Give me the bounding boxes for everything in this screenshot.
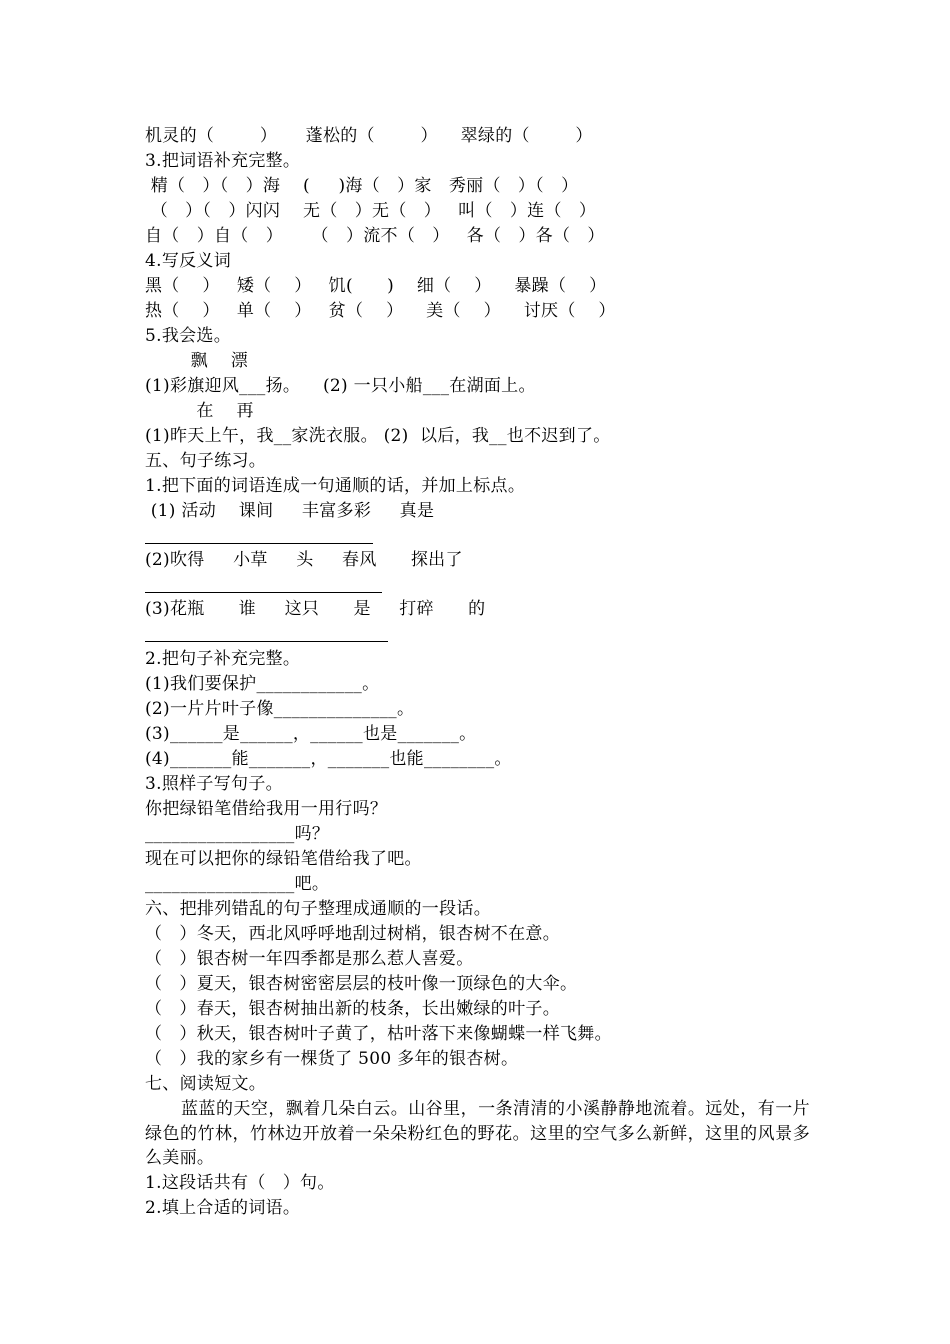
- section-7-heading: 七、阅读短文。: [145, 1074, 267, 1094]
- answer-line-3[interactable]: [145, 641, 388, 642]
- s6-item-5: （ ）秋天，银杏树叶子黄了，枯叶落下来像蝴蝶一样飞舞。: [145, 1024, 612, 1044]
- q3-heading: 3.把词语补充完整。: [145, 151, 301, 171]
- section-6-heading: 六、把排列错乱的句子整理成通顺的一段话。: [145, 899, 491, 919]
- q5-choices-1: 飘 漂: [145, 351, 249, 371]
- s6-item-3: （ ）夏天，银杏树密密层层的枝叶像一顶绿色的大伞。: [145, 974, 578, 994]
- s5-q2-item-1: (1)我们要保护____________。: [145, 674, 380, 694]
- s6-item-6: （ ）我的家乡有一棵货了 500 多年的银杏树。: [145, 1049, 519, 1069]
- s7-q1: 1.这段话共有（ ）句。: [145, 1173, 335, 1193]
- q3-row-3: 自（ ）自（ ） （ ）流不（ ） 各（ ）各（ ）: [145, 226, 605, 246]
- s6-item-2: （ ）银杏树一年四季都是那么惹人喜爱。: [145, 949, 474, 969]
- answer-line-2[interactable]: [145, 592, 382, 593]
- s5-q1-item-2: (2)吹得 小草 头 春风 探出了: [145, 550, 463, 570]
- s5-q2-heading: 2.把句子补充完整。: [145, 649, 301, 669]
- q5-choices-2: 在 再: [145, 401, 254, 421]
- q5-heading: 5.我会选。: [145, 326, 232, 346]
- s6-item-1: （ ）冬天，西北风呼呼地刮过树梢，银杏树不在意。: [145, 924, 561, 944]
- s5-q1-item-1: (1) 活动 课间 丰富多彩 真是: [145, 501, 435, 521]
- q3-row-2: （ ）（ ）闪闪 无（ ）无（ ） 叫（ ）连（ ）: [145, 201, 597, 221]
- q4-heading: 4.写反义词: [145, 251, 232, 271]
- s6-item-4: （ ）春天，银杏树抽出新的枝条，长出嫩绿的叶子。: [145, 999, 561, 1019]
- s5-q1-heading: 1.把下面的词语连成一句通顺的话，并加上标点。: [145, 476, 526, 496]
- s5-q2-item-4: (4)_______能_______，_______也能________。: [145, 749, 512, 769]
- s5-q2-item-3: (3)______是______，______也是_______。: [145, 724, 477, 744]
- line-adjective-blanks: 机灵的（ ） 蓬松的（ ） 翠绿的（ ）: [145, 126, 593, 146]
- q4-row-2: 热（ ） 单（ ） 贫（ ） 美（ ） 讨厌（ ）: [145, 301, 616, 321]
- s5-q3-example-2: 现在可以把你的绿铅笔借给我了吧。: [145, 849, 422, 869]
- s7-q2: 2.填上合适的词语。: [145, 1198, 301, 1218]
- s5-q3-answer-2: _________________吧。: [145, 874, 330, 894]
- q5-sentence-1: (1)彩旗迎风___扬。 (2) 一只小船___在湖面上。: [145, 376, 536, 396]
- reading-passage: 蓝蓝的天空，飘着几朵白云。山谷里，一条清清的小溪静静地流着。远处，有一片绿色的竹林，竹林边开放着一朵朵粉红色的野花。这里的空气多么新鲜，这里的风景多么美丽。: [145, 1099, 810, 1168]
- q5-sentence-2: (1)昨天上午，我__家洗衣服。 (2) 以后，我__也不迟到了。: [145, 426, 611, 446]
- s5-q1-item-3: (3)花瓶 谁 这只 是 打碎 的: [145, 599, 486, 619]
- s5-q3-answer-1: _________________吗？: [145, 824, 330, 844]
- q4-row-1: 黑（ ） 矮（ ） 饥( ) 细（ ） 暴躁（ ）: [145, 276, 607, 296]
- answer-line-1[interactable]: [145, 543, 373, 544]
- s5-q2-item-2: (2)一片片叶子像______________。: [145, 699, 415, 719]
- s5-q3-example-1: 你把绿铅笔借给我用一用行吗？: [145, 799, 388, 819]
- q3-row-1: 精（ ）（ ）海 ( )海（ ）家 秀丽（ ）（ ）: [145, 176, 579, 196]
- s5-q3-heading: 3.照样子写句子。: [145, 774, 283, 794]
- section-5-heading: 五、句子练习。: [145, 451, 267, 471]
